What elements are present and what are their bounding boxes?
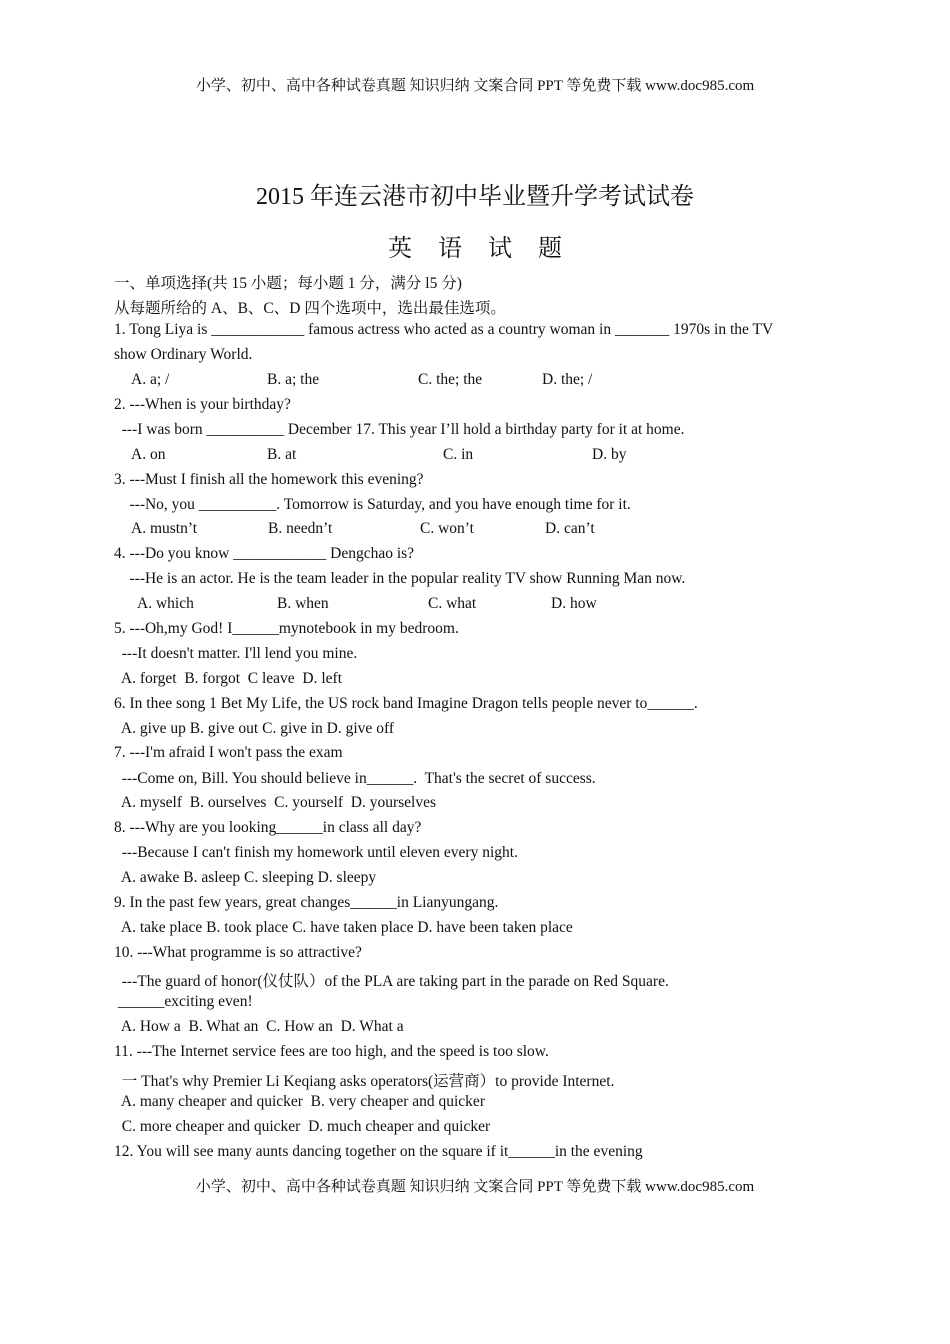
question-9-options: A. take place B. took place C. have taken place D. have been taken place — [114, 919, 573, 936]
q1-option-c: C. the; the — [418, 371, 483, 388]
q4-option-a: A. which — [137, 595, 194, 612]
q4-option-d: D. how — [551, 595, 597, 612]
question-11: 11. ---The Internet service fees are too high, and the speed is too slow. — [114, 1043, 549, 1060]
exam-title: 2015 年连云港市初中毕业暨升学考试试卷 — [256, 184, 694, 210]
question-7-reply: ---Come on, Bill. You should believe in______. That's the secret of success. — [114, 770, 596, 787]
question-12: 12. You will see many aunts dancing together on the square if it______in the evening — [114, 1143, 643, 1160]
question-6: 6. In thee song 1 Bet My Life, the US rock band Imagine Dragon tells people never to______. — [114, 695, 698, 712]
page-header: 小学、初中、高中各种试卷真题 知识归纳 文案合同 PPT 等免费下载 www.doc985.com — [195, 78, 755, 94]
q1-option-b: B. a; the — [267, 371, 320, 388]
question-9: 9. In the past few years, great changes______in Lianyungang. — [114, 894, 499, 911]
question-10-reply: ---The guard of honor(仪仗队）of the PLA are taking part in the parade on Red Square. — [114, 973, 669, 990]
q2-option-c: C. in — [443, 446, 474, 463]
q1-option-a: A. a; / — [131, 371, 170, 388]
section-instruction: 从每题所给的 A、B、C、D 四个选项中，选出最佳选项。 — [114, 300, 506, 317]
q4-option-c: C. what — [428, 595, 477, 612]
question-1-cont: show Ordinary World. — [114, 346, 253, 363]
q3-option-c: C. won’t — [420, 520, 474, 537]
question-8-options: A. awake B. asleep C. sleeping D. sleepy — [114, 869, 377, 886]
q2-option-a: A. on — [131, 446, 166, 463]
q2-option-d: D. by — [592, 446, 627, 463]
question-11-reply: 一 That's why Premier Li Keqiang asks operators(运营商）to provide Internet. — [114, 1073, 615, 1090]
question-2-reply: ---I was born __________ December 17. This year I’ll hold a birthday party for it at home. — [114, 421, 685, 438]
question-10-cont: ______exciting even! — [114, 993, 253, 1010]
question-4: 4. ---Do you know ____________ Dengchao is? — [114, 545, 415, 562]
page-footer: 小学、初中、高中各种试卷真题 知识归纳 文案合同 PPT 等免费下载 www.doc985.com — [195, 1179, 755, 1195]
question-5: 5. ---Oh,my God! I______mynotebook in my bedroom. — [114, 620, 459, 637]
question-11-options-ab: A. many cheaper and quicker B. very cheaper and quicker — [114, 1093, 485, 1110]
question-1: 1. Tong Liya is ____________ famous actress who acted as a country woman in _______ 1970s in the TV — [114, 321, 774, 338]
question-5-reply: ---It doesn't matter. I'll lend you mine. — [114, 645, 358, 662]
question-10-options: A. How a B. What an C. How an D. What a — [114, 1018, 404, 1035]
q3-option-b: B. needn’t — [268, 520, 333, 537]
q3-option-d: D. can’t — [545, 520, 595, 537]
question-3: 3. ---Must I finish all the homework this evening? — [114, 471, 424, 488]
exam-subtitle: 英语试题 — [388, 236, 588, 262]
question-5-options: A. forget B. forgot C leave D. left — [114, 670, 343, 687]
question-11-options-cd: C. more cheaper and quicker D. much cheaper and quicker — [114, 1118, 491, 1135]
q4-option-b: B. when — [277, 595, 329, 612]
q2-option-b: B. at — [267, 446, 297, 463]
q3-option-a: A. mustn’t — [131, 520, 198, 537]
question-7-options: A. myself B. ourselves C. yourself D. yourselves — [114, 794, 437, 811]
question-6-options: A. give up B. give out C. give in D. give off — [114, 720, 394, 737]
question-8-reply: ---Because I can't finish my homework until eleven every night. — [114, 844, 518, 861]
question-8: 8. ---Why are you looking______in class all day? — [114, 819, 422, 836]
question-7: 7. ---I'm afraid I won't pass the exam — [114, 744, 343, 761]
q1-option-d: D. the; / — [542, 371, 593, 388]
question-4-reply: ---He is an actor. He is the team leader in the popular reality TV show Running Man now. — [114, 570, 686, 587]
question-10: 10. ---What programme is so attractive? — [114, 944, 362, 961]
question-3-reply: ---No, you __________. Tomorrow is Saturday, and you have enough time for it. — [114, 496, 631, 513]
question-2: 2. ---When is your birthday? — [114, 396, 291, 413]
section-heading: 一、单项选择(共 15 小题；每小题 1 分，满分 l5 分) — [114, 275, 462, 292]
